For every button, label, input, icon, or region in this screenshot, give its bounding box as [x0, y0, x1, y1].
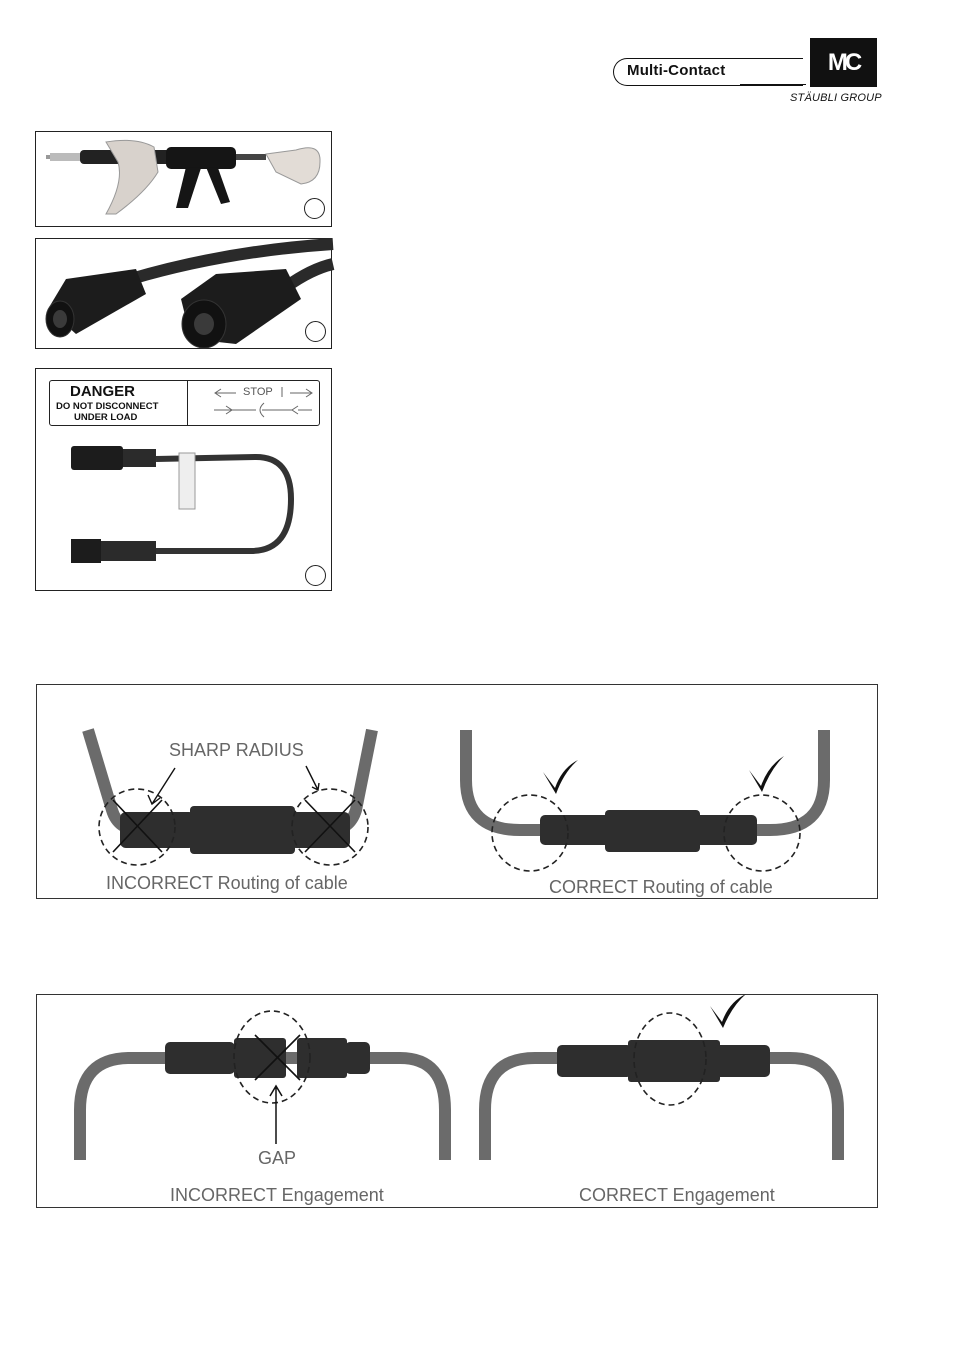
danger-title: DANGER	[70, 383, 136, 400]
correct-routing-caption: CORRECT Routing of cable	[549, 877, 773, 897]
incorrect-engagement-caption: INCORRECT Engagement	[170, 1185, 384, 1205]
danger-line-2: UNDER LOAD	[74, 412, 138, 423]
group-name: STÄUBLI GROUP	[790, 92, 882, 104]
brand-name: Multi-Contact	[627, 62, 726, 79]
incorrect-routing-caption: INCORRECT Routing of cable	[106, 873, 348, 893]
gap-label: GAP	[258, 1148, 297, 1168]
mc-logo-text: MC	[827, 48, 860, 76]
danger-line-1: DO NOT DISCONNECT	[56, 401, 159, 412]
sharp-radius-label: SHARP RADIUS	[169, 740, 304, 760]
correct-engagement-illustration	[485, 994, 838, 1160]
incorrect-engagement-illustration	[80, 1011, 445, 1160]
correct-engagement-caption: CORRECT Engagement	[579, 1185, 775, 1205]
stop-text: STOP	[243, 386, 273, 398]
